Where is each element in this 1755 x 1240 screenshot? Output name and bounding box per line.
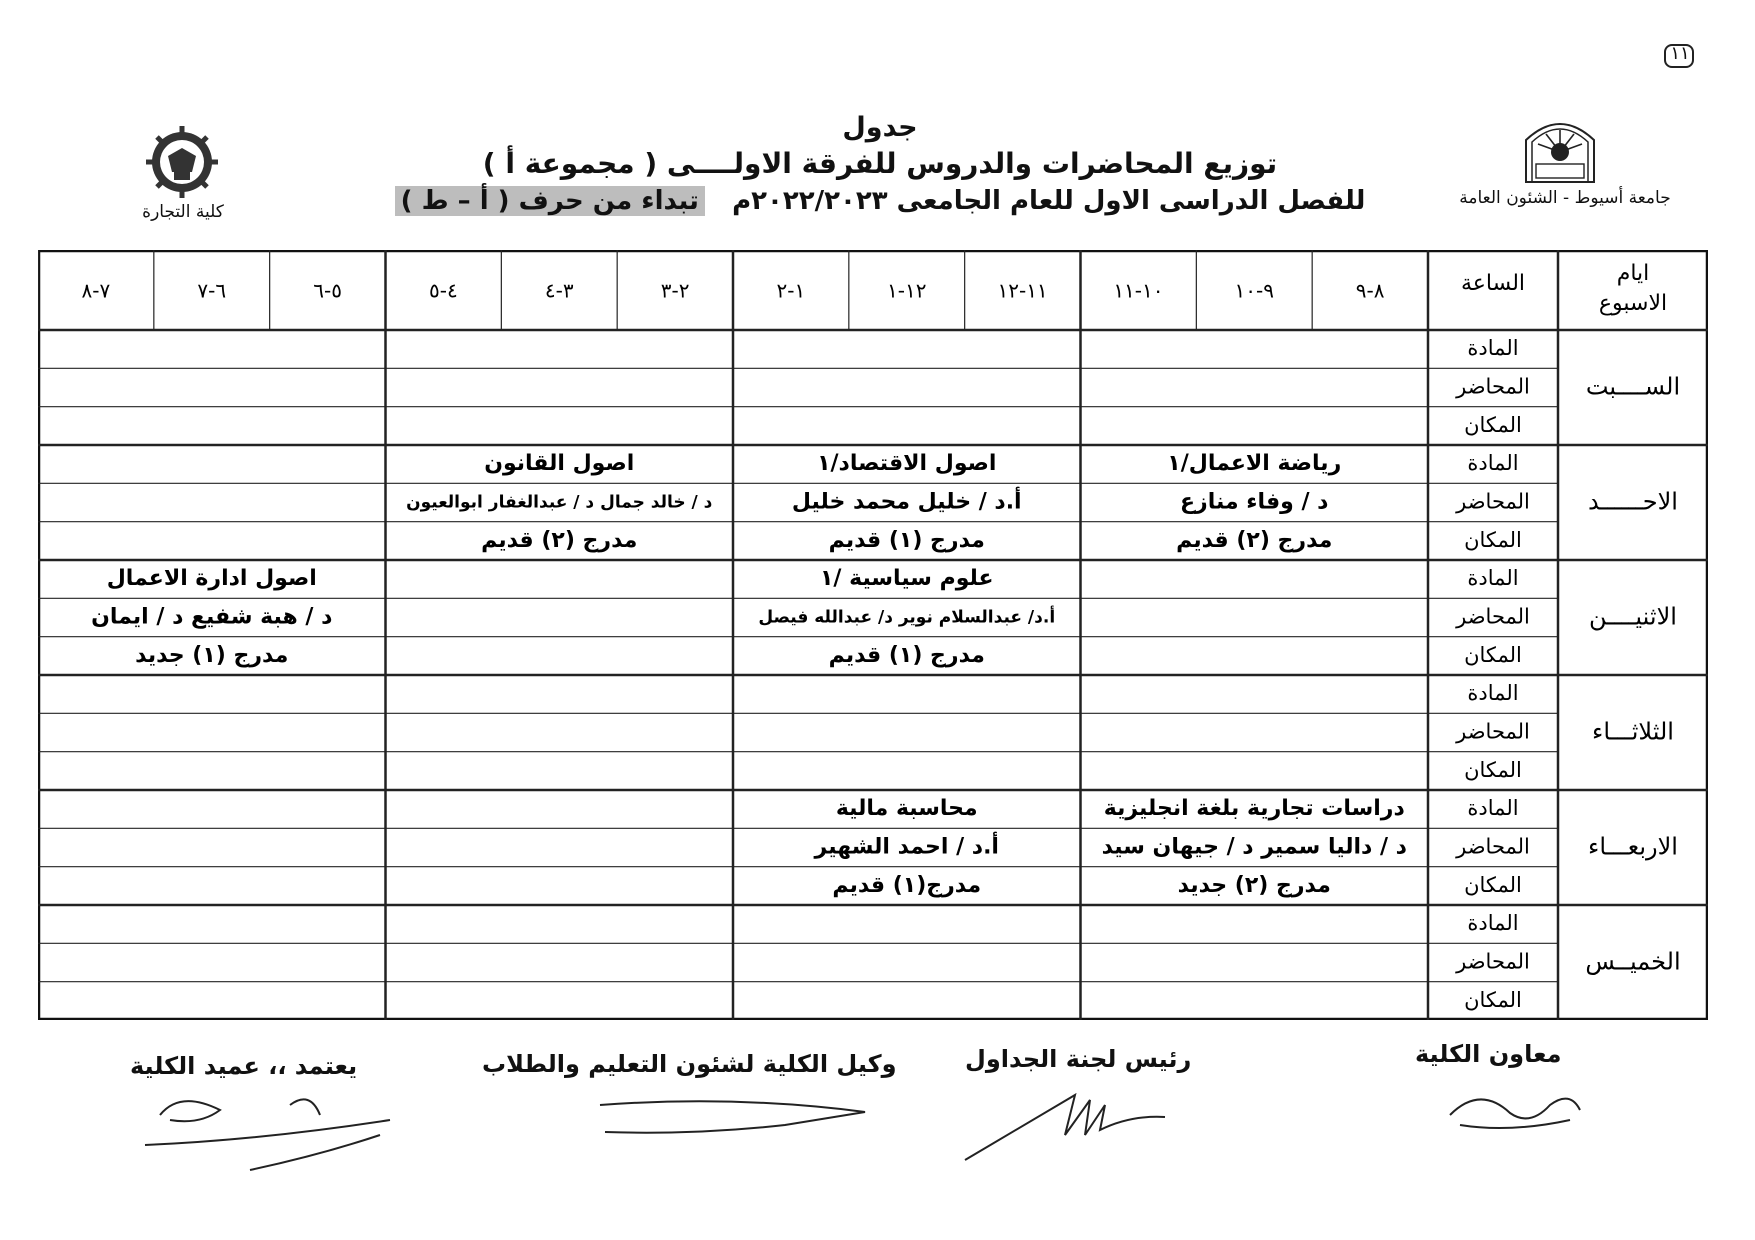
row-type-label: المحاضر [1456,604,1530,629]
row-type-label: المادة [1467,796,1519,821]
entry-lecturer: د / هبة شفيع د / ايمان [91,604,333,630]
time-slot-header: ٦-٧ [197,278,227,303]
signature-vice-dean-title: معاون الكلية [1415,1040,1562,1068]
time-slot-header: ١-٢ [776,278,806,303]
row-type-label: المحاضر [1456,949,1530,974]
entry-subject: رياضة الاعمال/١ [1167,451,1342,477]
row-type-label: المكان [1464,757,1522,782]
entry-place: مدرج (٢) قديم [1176,527,1333,553]
entry-subject: اصول ادارة الاعمال [106,566,317,592]
entry-lecturer: د / داليا سمير د / جيهان سيد [1101,834,1407,860]
entry-place: مدرج (١) جديد [135,642,289,668]
handwritten-signature-icon [595,1080,875,1140]
entry-lecturer: أ.د / احمد الشهير [814,834,999,860]
time-slot-header: ١٠-١١ [1113,278,1164,303]
day-column-header: ايام [1616,261,1650,286]
entry-subject: اصول الاقتصاد/١ [817,451,997,477]
faculty-name: كلية التجارة [142,202,224,222]
row-type-label: المكان [1464,642,1522,667]
row-type-label: المادة [1467,681,1519,706]
time-slot-header: ١٢-١ [887,278,927,303]
day-label: الثلاثـــاء [1592,717,1674,746]
row-type-label: المكان [1464,527,1522,552]
signature-dean-title: يعتمد ،، عميد الكلية [130,1052,358,1080]
handwritten-signature-icon [1440,1075,1590,1135]
term-text: للفصل الدراسى الاول للعام الجامعى ٢٠٢٢/٢٠٢٣م [732,186,1366,216]
entry-subject: دراسات تجارية بلغة انجليزية [1103,796,1405,822]
entry-lecturer: د / خالد جمال د / عبدالغفار ابوالعيون [406,492,713,513]
entry-place: مدرج (٢) قديم [481,527,638,553]
page-subtitle: توزيع المحاضرات والدروس للفرقة الاولــــى ( مجموعة أ ) [482,147,1278,180]
handwritten-signature-icon [140,1085,400,1175]
day-label: الســــبت [1585,372,1681,401]
row-type-label: المادة [1467,566,1519,591]
term-line [360,186,1400,216]
university-logo-icon [1520,112,1600,188]
entry-place: مدرج (٢) جديد [1177,872,1331,898]
time-slot-header: ٢-٣ [660,278,690,303]
day-column-header: الاسبوع [1598,291,1668,316]
faculty-logo-icon [138,122,226,202]
row-type-label: المادة [1467,911,1519,936]
day-label: الخميــس [1585,947,1681,976]
handwritten-signature-icon [955,1075,1175,1165]
row-type-label: المادة [1467,451,1519,476]
day-label: الاثنيــــن [1589,602,1677,631]
time-slot-header: ٧-٨ [81,278,111,303]
entry-place: مدرج (١) قديم [828,642,985,668]
signature-vice-dean-education-title: وكيل الكلية لشئون التعليم والطلاب [482,1050,897,1078]
row-type-label: المحاضر [1456,719,1530,744]
day-label: الاحــــــد [1588,487,1678,516]
row-type-label: المادة [1467,336,1519,361]
row-type-label: المكان [1464,412,1522,437]
time-slot-header: ٩-١٠ [1234,278,1274,303]
entry-place: مدرج (١) قديم [828,527,985,553]
row-type-label: المكان [1464,987,1522,1012]
entry-subject: محاسبة مالية [835,796,978,822]
day-label: الاربعـــاء [1588,832,1678,861]
row-type-label: المحاضر [1456,834,1530,859]
time-slot-header: ٤-٥ [429,278,458,303]
entry-lecturer: أ.د / خليل محمد خليل [791,489,1022,515]
row-type-label: المحاضر [1456,489,1530,514]
time-slot-header: ٥-٦ [313,278,342,303]
schedule-table [38,250,1708,1020]
time-slot-header: ١١-١٢ [997,278,1048,303]
time-slot-header: ٨-٩ [1355,278,1385,303]
entry-place: مدرج(١) قديم [832,872,982,898]
entry-subject: علوم سياسية /١ [819,566,994,592]
row-type-label: المحاضر [1456,374,1530,399]
page-number: ١١ [1660,38,1700,68]
hour-column-header: الساعة [1460,271,1526,296]
university-name: جامعة أسيوط - الشئون العامة [1459,188,1671,208]
entry-subject: اصول القانون [484,451,635,477]
letters-range: تبداء من حرف ( أ – ط ) [395,186,705,216]
entry-lecturer: د / وفاء منازع [1180,489,1329,515]
time-slot-header: ٣-٤ [544,278,574,303]
page-title: جدول [842,112,918,143]
row-type-label: المكان [1464,872,1522,897]
signature-committee-head-title: رئيس لجنة الجداول [965,1045,1192,1073]
entry-lecturer: أ.د/ عبدالسلام نوير د/ عبدالله فيصل [758,607,1056,628]
